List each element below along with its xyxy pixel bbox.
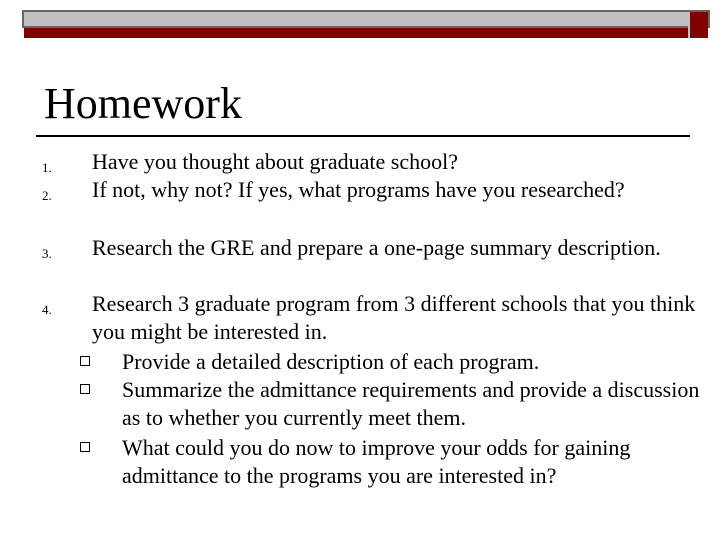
sub-list-item xyxy=(42,376,702,434)
item-text: Research 3 graduate program from 3 different schools that you think you might be interested in. xyxy=(92,291,696,344)
top-decorative-bar xyxy=(22,10,710,28)
top-accent-stripe xyxy=(24,28,708,38)
list-item xyxy=(42,176,702,234)
item-number: 2. xyxy=(42,188,52,203)
slide-title: Homework xyxy=(44,79,242,128)
item-number: 1. xyxy=(42,160,52,175)
homework-list xyxy=(42,148,702,492)
sub-item-text: Summarize the admittance requirements and provide a discussion as to whether you currently meet them. xyxy=(122,377,700,430)
item-number: 4. xyxy=(42,302,52,317)
sub-item-text: What could you do now to improve your odds for gaining admittance to the programs you are interested in? xyxy=(122,435,631,488)
list-item xyxy=(42,290,702,348)
sub-list-item xyxy=(42,348,702,376)
list-item xyxy=(42,148,702,176)
item-number: 3. xyxy=(42,246,52,261)
top-accent-square xyxy=(688,12,708,38)
title-divider xyxy=(36,135,690,137)
list-item xyxy=(42,234,702,290)
square-bullet-icon xyxy=(80,356,90,366)
item-text: Research the GRE and prepare a one-page summary description. xyxy=(92,235,661,260)
sub-list-item xyxy=(42,434,702,492)
item-text: Have you thought about graduate school? xyxy=(92,149,458,174)
square-bullet-icon xyxy=(80,384,90,394)
sub-item-text: Provide a detailed description of each program. xyxy=(122,349,540,374)
square-bullet-icon xyxy=(80,442,90,452)
item-text: If not, why not? If yes, what programs have you researched? xyxy=(92,177,625,202)
